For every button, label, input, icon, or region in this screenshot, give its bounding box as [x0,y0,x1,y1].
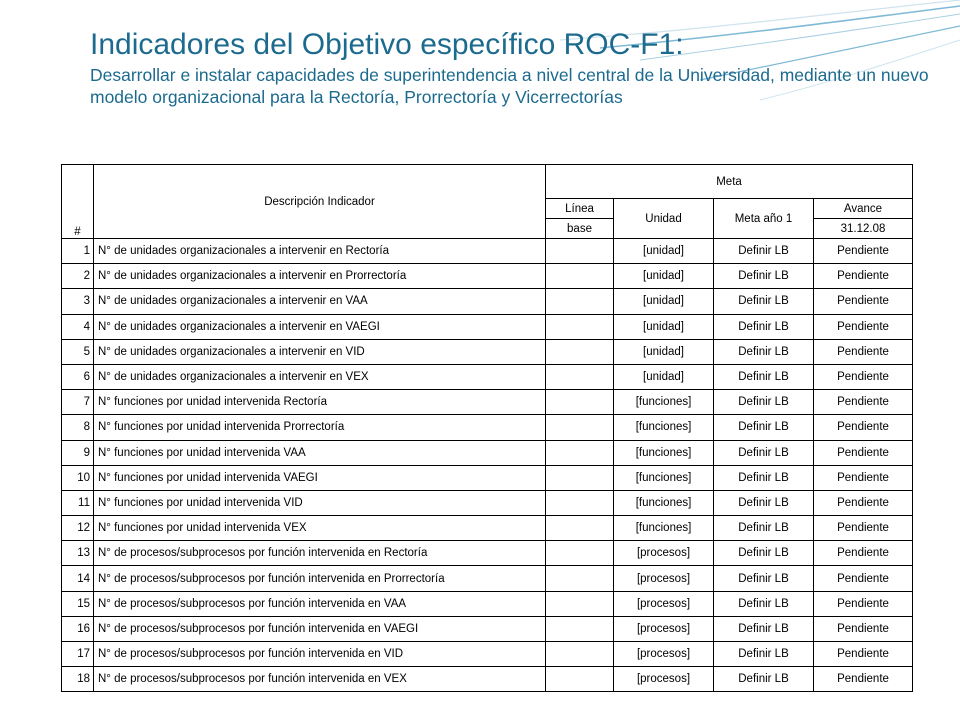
row-linea-base [546,390,614,415]
row-unidad: [procesos] [614,591,714,616]
row-unidad: [unidad] [614,364,714,389]
row-linea-base [546,667,614,692]
row-linea-base [546,264,614,289]
row-num: 13 [62,541,94,566]
row-unidad: [funciones] [614,465,714,490]
row-description: N° de unidades organizacionales a intervenir en VAA [94,289,546,314]
row-linea-base [546,239,614,264]
row-num: 16 [62,616,94,641]
table-row [62,314,913,339]
row-meta: Definir LB [714,667,814,692]
row-num: 9 [62,440,94,465]
row-num: 5 [62,339,94,364]
row-num: 14 [62,566,94,591]
row-unidad: [unidad] [614,339,714,364]
row-meta: Definir LB [714,415,814,440]
header-linea-base-1: Línea [546,199,614,219]
header-num: # [62,165,94,239]
row-meta: Definir LB [714,390,814,415]
row-avance: Pendiente [814,616,913,641]
row-avance: Pendiente [814,264,913,289]
row-unidad: [procesos] [614,667,714,692]
table-row [62,465,913,490]
row-meta: Definir LB [714,490,814,515]
row-description: N° de procesos/subprocesos por función intervenida en VID [94,642,546,667]
indicators-body [62,239,913,692]
row-num: 10 [62,465,94,490]
table-row [62,541,913,566]
row-avance: Pendiente [814,591,913,616]
row-linea-base [546,516,614,541]
indicators-table [61,164,913,692]
row-description: N° funciones por unidad intervenida Prorrectoría [94,415,546,440]
row-avance: Pendiente [814,490,913,515]
row-description: N° de unidades organizacionales a intervenir en VAEGI [94,314,546,339]
row-meta: Definir LB [714,616,814,641]
row-unidad: [procesos] [614,616,714,641]
table-row [62,516,913,541]
row-avance: Pendiente [814,465,913,490]
row-description: N° funciones por unidad intervenida VAA [94,440,546,465]
row-num: 4 [62,314,94,339]
row-num: 1 [62,239,94,264]
header-meta-anio: Meta año 1 [714,199,814,239]
row-meta: Definir LB [714,566,814,591]
row-linea-base [546,591,614,616]
row-description: N° de unidades organizacionales a intervenir en Prorrectoría [94,264,546,289]
row-linea-base [546,465,614,490]
row-avance: Pendiente [814,314,913,339]
table-row [62,390,913,415]
table-row [62,415,913,440]
row-num: 12 [62,516,94,541]
row-avance: Pendiente [814,642,913,667]
row-num: 15 [62,591,94,616]
row-avance: Pendiente [814,289,913,314]
row-unidad: [unidad] [614,289,714,314]
row-avance: Pendiente [814,415,913,440]
row-meta: Definir LB [714,239,814,264]
row-description: N° funciones por unidad intervenida VEX [94,516,546,541]
row-avance: Pendiente [814,667,913,692]
row-linea-base [546,440,614,465]
row-avance: Pendiente [814,390,913,415]
row-unidad: [funciones] [614,415,714,440]
row-num: 11 [62,490,94,515]
table-row [62,566,913,591]
page-subtitle: Desarrollar e instalar capacidades de superintendencia a nivel central de la Universidad, mediante un nuevo modelo organizacional para la Rectoría, Prorrectoría y Vicerrectorías [90,65,929,107]
row-unidad: [funciones] [614,440,714,465]
table-row [62,440,913,465]
row-meta: Definir LB [714,541,814,566]
row-meta: Definir LB [714,642,814,667]
row-unidad: [procesos] [614,566,714,591]
row-num: 8 [62,415,94,440]
row-linea-base [546,541,614,566]
header-avance-2: 31.12.08 [814,219,913,239]
row-meta: Definir LB [714,591,814,616]
row-meta: Definir LB [714,289,814,314]
table-row [62,264,913,289]
row-meta: Definir LB [714,339,814,364]
row-description: N° de procesos/subprocesos por función intervenida en Rectoría [94,541,546,566]
header-linea-base-2: base [546,219,614,239]
row-meta: Definir LB [714,465,814,490]
row-avance: Pendiente [814,566,913,591]
table-row [62,239,913,264]
title-block [90,28,930,108]
row-avance: Pendiente [814,516,913,541]
row-num: 18 [62,667,94,692]
table-row [62,642,913,667]
row-linea-base [546,364,614,389]
row-unidad: [procesos] [614,541,714,566]
row-num: 2 [62,264,94,289]
row-avance: Pendiente [814,339,913,364]
row-meta: Definir LB [714,516,814,541]
row-meta: Definir LB [714,264,814,289]
table-row [62,289,913,314]
row-linea-base [546,339,614,364]
row-description: N° de procesos/subprocesos por función intervenida en VAEGI [94,616,546,641]
table-row [62,339,913,364]
page-title: Indicadores del Objetivo específico ROC-F1: [90,28,684,61]
table-row [62,667,913,692]
row-unidad: [funciones] [614,490,714,515]
row-num: 7 [62,390,94,415]
row-linea-base [546,415,614,440]
row-description: N° de unidades organizacionales a intervenir en Rectoría [94,239,546,264]
header-meta: Meta [546,165,913,199]
row-num: 6 [62,364,94,389]
row-meta: Definir LB [714,314,814,339]
row-avance: Pendiente [814,541,913,566]
row-description: N° funciones por unidad intervenida Rectoría [94,390,546,415]
row-unidad: [funciones] [614,516,714,541]
row-description: N° de unidades organizacionales a intervenir en VEX [94,364,546,389]
table-row [62,616,913,641]
row-description: N° de procesos/subprocesos por función intervenida en Prorrectoría [94,566,546,591]
row-description: N° de procesos/subprocesos por función intervenida en VEX [94,667,546,692]
row-meta: Definir LB [714,440,814,465]
row-num: 3 [62,289,94,314]
table-row [62,591,913,616]
row-linea-base [546,642,614,667]
row-description: N° de procesos/subprocesos por función intervenida en VAA [94,591,546,616]
header-descripcion: Descripción Indicador [94,165,546,239]
row-description: N° funciones por unidad intervenida VAEGI [94,465,546,490]
row-unidad: [funciones] [614,390,714,415]
row-linea-base [546,616,614,641]
row-avance: Pendiente [814,239,913,264]
table-row [62,490,913,515]
table-row [62,364,913,389]
row-linea-base [546,490,614,515]
row-num: 17 [62,642,94,667]
header-avance-1: Avance [814,199,913,219]
row-linea-base [546,289,614,314]
row-unidad: [unidad] [614,264,714,289]
row-unidad: [unidad] [614,239,714,264]
row-avance: Pendiente [814,364,913,389]
row-unidad: [unidad] [614,314,714,339]
header-unidad: Unidad [614,199,714,239]
row-description: N° funciones por unidad intervenida VID [94,490,546,515]
row-unidad: [procesos] [614,642,714,667]
row-linea-base [546,314,614,339]
row-description: N° de unidades organizacionales a intervenir en VID [94,339,546,364]
row-avance: Pendiente [814,440,913,465]
row-meta: Definir LB [714,364,814,389]
row-linea-base [546,566,614,591]
